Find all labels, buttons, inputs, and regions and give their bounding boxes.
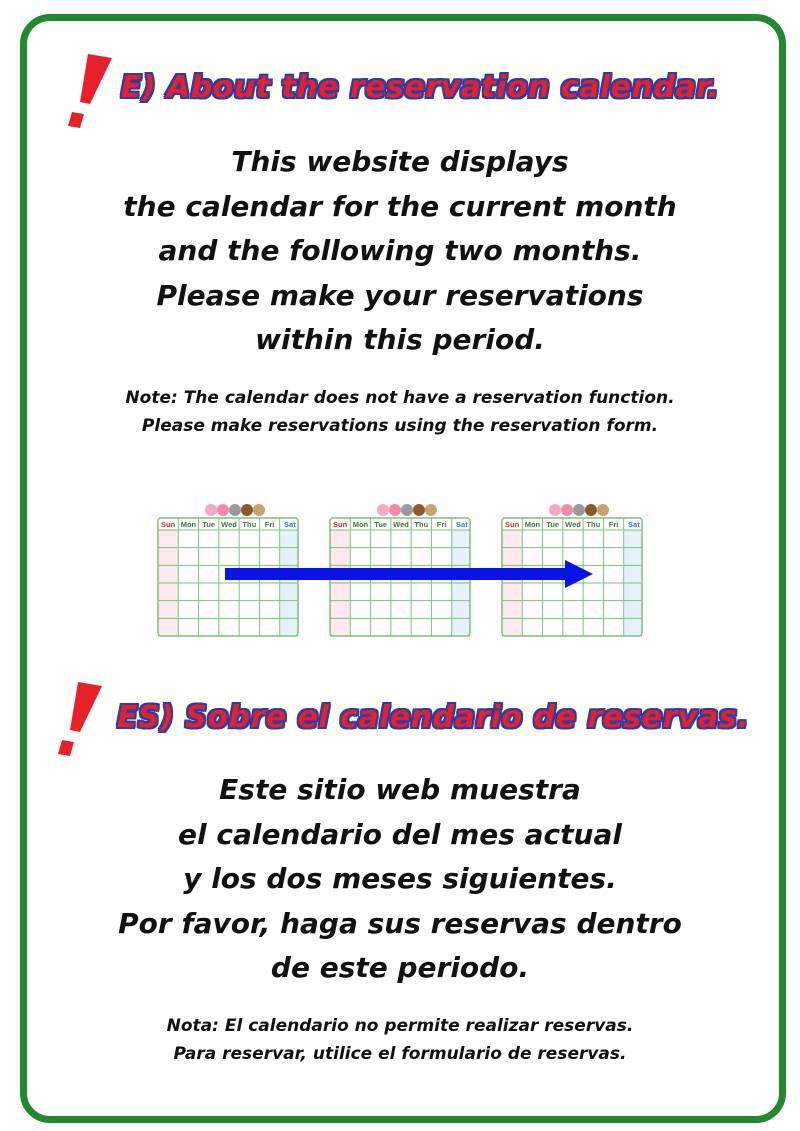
english-note-line: Please make reservations using the reservation form.	[141, 416, 659, 436]
weekday-label: Thu	[242, 520, 257, 529]
dog-icon	[253, 504, 265, 516]
english-heading: E) About the reservation calendar.	[120, 70, 720, 105]
weekday-label: Fri	[608, 520, 619, 529]
english-body-line: Please make your reservations	[156, 278, 644, 312]
spanish-note-line: Para reservar, utilice el formulario de reservas.	[173, 1044, 627, 1064]
rabbit-icon	[549, 504, 561, 516]
arrow-icon	[225, 560, 595, 588]
pig-icon	[217, 504, 229, 516]
bear-icon	[413, 504, 425, 516]
english-body-line: This website displays	[231, 145, 569, 178]
dog-icon	[597, 504, 609, 516]
weekday-label: Sat	[456, 520, 468, 529]
spanish-body	[0, 768, 800, 991]
pig-icon	[389, 504, 401, 516]
spanish-note-line: Nota: El calendario no permite realizar reservas.	[166, 1016, 634, 1036]
weekday-label: Wed	[393, 520, 409, 529]
weekday-label: Thu	[586, 520, 601, 529]
spanish-body-line: Por favor, haga sus reservas dentro	[118, 906, 682, 940]
weekday-label: Mon	[180, 520, 197, 529]
weekday-label: Sun	[161, 520, 176, 529]
spanish-body-line: de este periodo.	[270, 951, 530, 984]
weekday-label: Wed	[565, 520, 581, 529]
english-body-line: the calendar for the current month	[123, 189, 677, 223]
weekday-label: Mon	[524, 520, 541, 529]
cat-icon	[573, 504, 585, 516]
pig-icon	[561, 504, 573, 516]
spanish-body-line: el calendario del mes actual	[178, 817, 622, 851]
cat-icon	[229, 504, 241, 516]
english-body-line: and the following two months.	[158, 234, 642, 267]
english-body-line: within this period.	[255, 323, 545, 356]
english-note-line: Note: The calendar does not have a reservation function.	[125, 388, 675, 408]
weekday-label: Tue	[374, 520, 388, 529]
spanish-body-line: Este sitio web muestra	[219, 773, 581, 806]
weekday-label: Sat	[284, 520, 296, 529]
weekday-label: Sat	[628, 520, 640, 529]
weekday-label: Wed	[221, 520, 237, 529]
spanish-body-line: y los dos meses siguientes.	[183, 862, 617, 895]
spanish-note	[0, 1012, 800, 1068]
bear-icon	[241, 504, 253, 516]
weekday-label: Thu	[414, 520, 429, 529]
weekday-label: Fri	[264, 520, 275, 529]
rabbit-icon	[377, 504, 389, 516]
weekday-label: Mon	[352, 520, 369, 529]
bear-icon	[585, 504, 597, 516]
spanish-heading: ES) Sobre el calendario de reservas.	[117, 700, 749, 735]
weekday-label: Tue	[202, 520, 216, 529]
weekday-label: Sun	[505, 520, 520, 529]
weekday-label: Fri	[436, 520, 447, 529]
weekday-label: Sun	[333, 520, 348, 529]
rabbit-icon	[205, 504, 217, 516]
weekday-label: Tue	[546, 520, 560, 529]
cat-icon	[401, 504, 413, 516]
dog-icon	[425, 504, 437, 516]
english-note	[0, 384, 800, 440]
english-body	[0, 140, 800, 363]
